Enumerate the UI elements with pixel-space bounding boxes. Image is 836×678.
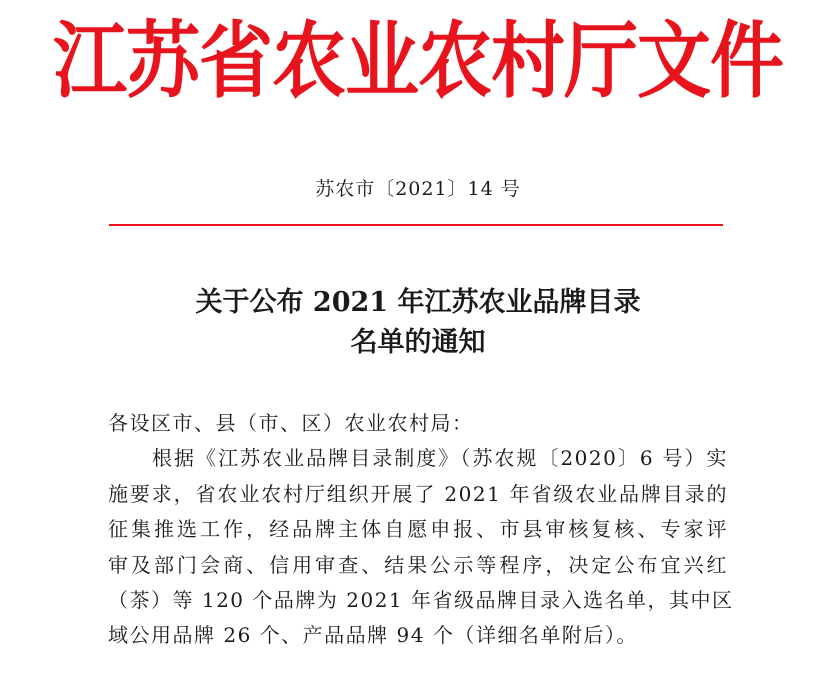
paragraph-line: 域公用品牌 26 个、产品品牌 94 个（详细名单附后）。 (108, 623, 638, 648)
paragraph-line: 施要求，省农业农村厅组织开展了 2021 年省级农业品牌目录的 (108, 481, 728, 506)
paragraph-line: 审及部门会商、信用审查、结果公示等程序，决定公布宜兴红 (108, 552, 728, 577)
paragraph-line: （茶）等 120 个品牌为 2021 年省级品牌目录入选名单，其中区 (108, 588, 734, 613)
paragraph-line: 征集推选工作，经品牌主体自愿申报、市县审核复核、专家评 (108, 517, 728, 542)
red-divider-line (109, 224, 723, 226)
notice-title-line-1: 关于公布 2021 年江苏农业品牌目录 (195, 287, 641, 318)
body-paragraph (108, 441, 734, 653)
document-number: 苏农市〔2021〕14 号 (315, 178, 521, 200)
salutation: 各设区市、县（市、区）农业农村局： (108, 411, 474, 435)
notice-title (0, 283, 836, 363)
document-masthead: 江苏省农业农村厅文件 (53, 13, 783, 110)
notice-body (108, 406, 734, 654)
notice-title-line-2: 名单的通知 (350, 327, 486, 358)
paragraph-line: 根据《江苏农业品牌目录制度》（苏农规〔2020〕6 号）实 (152, 446, 728, 471)
